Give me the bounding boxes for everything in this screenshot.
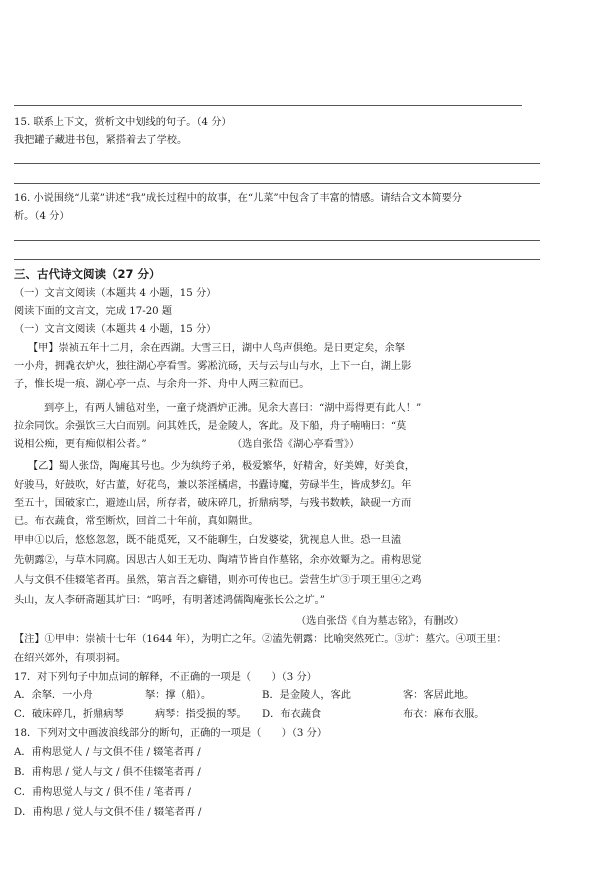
q16-prompt-line2: 析。（4 分） <box>14 211 70 222</box>
passage-yi-line: 人与文俱不佳辍笔者再。虽然，第言吾之癖错，则亦可传也已。尝营生圹③于项王里④之鸡 <box>14 575 422 586</box>
subsection-title: （一）文言文阅读（本题共 4 小题，15 分） <box>14 288 217 299</box>
passage-yi-line: 【乙】蜀人张岱，陶庵其号也。少为纨绔子弟，极爱繁华，好精舍，好美婢，好美食， <box>28 461 416 472</box>
q17-option-c-explanation: 病琴：指受损的琴。 <box>155 709 247 720</box>
passage-jia-line: 子，惟长堤一痕、湖心亭一点、与余舟一芥、舟中人两三粒而已。 <box>14 379 310 390</box>
passage-yi-line: 头山，友人李研斋题其圹曰：“呜呼，有明著述鸿儒陶庵张长公之圹。” <box>14 595 325 606</box>
q18-prompt: 18．下列对文中画波浪线部分的断句，正确的一项是（ ）（3 分） <box>14 728 328 739</box>
passage-yi-line: 已。布衣蔬食，常至断炊，回首二十年前，真如隔世。 <box>14 516 259 527</box>
notes-line: 【注】①甲申：崇祯十七年（1644 年），为明亡之年。②溘先朝露：比喻突然死亡。③圹：墓穴。④项王里： <box>14 634 507 645</box>
q17-option-d: D．布衣蔬食 <box>262 709 322 720</box>
passage-jia-line: 【甲】崇祯五年十二月，余在西湖。大雪三日，湖中人鸟声俱绝。是日更定矣，余拏 <box>28 343 405 354</box>
answer-line <box>14 259 540 260</box>
q17-option-c: C．破床碎几，折鼎病琴 <box>14 709 124 720</box>
passage-yi-line: 先朝露②，与草木同腐。因思古人如王无功、陶靖节皆自作墓铭，余亦效颦为之。甫构思觉 <box>14 555 422 566</box>
passage-yi-source: （选自张岱《自为墓志铭》，有删改） <box>296 616 465 627</box>
q18-option: B．甫构思 / 觉人与文 / 俱不佳辍笔者再 / <box>14 767 201 778</box>
passage-jia-line: 拉余同饮。余强饮三大白而别。问其姓氏，是金陵人，客此。及下船，舟子喃喃曰：“莫 <box>14 421 407 432</box>
answer-line <box>14 183 540 184</box>
q18-option: D．甫构思 / 觉人与文俱不佳 / 辍笔者再 / <box>14 807 202 818</box>
q17-option-b: B．是金陵人，客此 <box>262 690 351 701</box>
passage-yi-line: 甲申①以后，悠悠忽忽，既不能觅死，又不能聊生，白发婆娑，犹视息人世。恐一旦溘 <box>14 535 402 546</box>
passage-yi-line: 至五十，国破家亡，避迹山居，所存者，破床碎几，折鼎病琴，与残书数帙，缺砚一方而 <box>14 498 412 509</box>
q16-prompt-line1: 16. 小说围绕“儿菜”讲述“我”成长过程中的故事，在“儿菜”中包含了丰富的情感。请结合文本简要分 <box>14 193 462 204</box>
q15-prompt: 15. 联系上下文，赏析文中划线的句子。（4 分） <box>14 117 232 128</box>
q18-option: A．甫构思觉人 / 与文俱不佳 / 辍笔者再 / <box>14 747 201 758</box>
passage-jia-line: 到亭上，有两人铺毡对坐，一童子烧酒炉正沸。见余大喜曰：“湖中焉得更有此人！” <box>44 403 422 414</box>
instruction: 阅读下面的文言文，完成 17-20 题 <box>14 306 173 317</box>
answer-line <box>14 240 540 241</box>
subsection-title: （一）文言文阅读（本题共 4 小题，15 分） <box>14 324 217 335</box>
passage-jia-source: （选自张岱《湖心亭看雪》） <box>232 439 360 450</box>
q17-option-d-explanation: 布衣：麻布衣服。 <box>403 709 485 720</box>
q17-prompt: 17．对下列句子中加点词的解释，不正确的一项是（ ）（3 分） <box>14 672 317 683</box>
passage-jia-line: 说相公痴，更有痴似相公者。” <box>14 439 147 450</box>
q17-option-b-explanation: 客：客居此地。 <box>403 690 475 701</box>
answer-line <box>14 163 540 164</box>
q17-option-a: A．余拏．一小舟 <box>14 690 93 701</box>
section-title: 三、古代诗文阅读（27 分） <box>14 267 161 281</box>
passage-jia-line: 一小舟，拥毳衣炉火，独往湖心亭看雪。雾凇沆砀，天与云与山与水，上下一白，湖上影 <box>14 361 412 372</box>
passage-yi-line: 好骏马，好鼓吹，好古董，好花鸟，兼以茶淫橘虐，书蠹诗魔，劳碌半生，皆成梦幻。年 <box>14 480 412 491</box>
q17-option-a-explanation: 拏：撑（船）。 <box>145 690 212 701</box>
answer-line <box>14 105 522 106</box>
q15-sentence: 我把罐子藏进书包，紧搭着去了学校。 <box>14 135 188 146</box>
q18-option: C．甫构思觉人与文 / 俱不佳 / 笔者再 / <box>14 787 191 798</box>
notes-line: 在绍兴郊外，有项羽祠。 <box>14 653 127 664</box>
